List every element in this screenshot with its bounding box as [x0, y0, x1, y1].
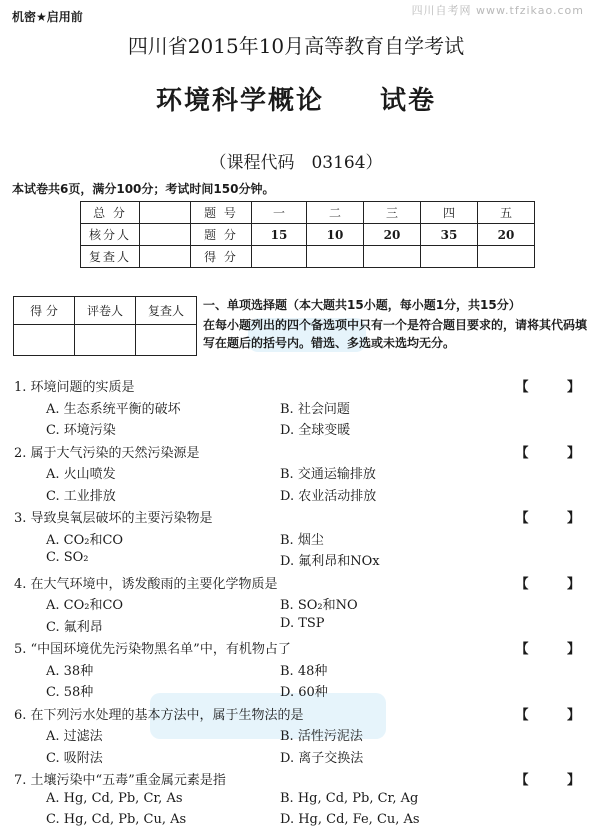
cell: 题 号: [191, 202, 252, 224]
course-code: （课程代码 03164）: [209, 153, 383, 173]
answer-bracket[interactable]: 【 】: [515, 773, 580, 788]
option-c: C. 吸附法: [46, 750, 103, 766]
question-stem: 5. “中国环境优先污染物黑名单”中，有机物占了: [14, 642, 291, 657]
option-d: D. 离子交换法: [280, 750, 364, 766]
option-d: D. 氟利昂和NOx: [280, 554, 380, 569]
option-b: B. Hg, Cd, Pb, Cr, Ag: [280, 790, 419, 806]
grader-header: 评卷人: [75, 297, 136, 325]
score-table: [80, 201, 535, 268]
option-d: D. 农业活动排放: [280, 488, 377, 504]
cell[interactable]: [252, 246, 307, 268]
option-a: A. 生态系统平衡的破坏: [46, 401, 181, 417]
cell: 四: [421, 202, 478, 224]
grader-cell[interactable]: [75, 325, 136, 356]
cell: [140, 202, 191, 224]
option-d: D. 60种: [280, 685, 328, 700]
score-row-header: [81, 202, 535, 224]
option-b: B. 交通运输排放: [280, 467, 376, 482]
cell: 10: [307, 224, 364, 246]
cell[interactable]: [421, 246, 478, 268]
option-c: C. SO₂: [46, 550, 89, 565]
cell[interactable]: [364, 246, 421, 268]
secret-label: 机密★启用前: [12, 10, 83, 24]
cell: 20: [364, 224, 421, 246]
option-b: B. SO₂和NO: [280, 598, 358, 613]
grader-cell[interactable]: [136, 325, 197, 356]
option-c: C. 58种: [46, 685, 94, 700]
option-d: D. TSP: [280, 615, 325, 631]
option-a: A. 过滤法: [46, 729, 103, 744]
section-description: 在每小题列出的四个备选项中只有一个是符合题目要求的，请将其代码填写在题后的括号内。错选、多选或未选均无分。: [203, 318, 588, 350]
cell[interactable]: [307, 246, 364, 268]
question-stem: 6. 在下列污水处理的基本方法中，属于生物法的是: [14, 707, 304, 723]
question-stem: 2. 属于大气污染的天然污染源是: [14, 445, 200, 461]
cell: 15: [252, 224, 307, 246]
cell: 一: [252, 202, 307, 224]
cell[interactable]: [478, 246, 535, 268]
grader-header: 复查人: [136, 297, 197, 325]
option-d: D. Hg, Cd, Fe, Cu, As: [280, 812, 420, 827]
grader-table: [13, 296, 197, 356]
option-a: A. Hg, Cd, Pb, Cr, As: [46, 790, 183, 806]
cell: 复查人: [81, 246, 140, 268]
cell: 五: [478, 202, 535, 224]
score-row-scores: [81, 246, 535, 268]
cell: [140, 224, 191, 246]
cell: 题 分: [191, 224, 252, 246]
score-row-points: [81, 224, 535, 246]
answer-bracket[interactable]: 【 】: [515, 707, 580, 723]
subject-title: [0, 80, 592, 117]
cell: 35: [421, 224, 478, 246]
option-c: C. 工业排放: [46, 488, 116, 504]
question-stem: 1. 环境问题的实质是: [14, 380, 135, 395]
answer-bracket[interactable]: 【 】: [515, 576, 580, 592]
cell: 20: [478, 224, 535, 246]
answer-bracket[interactable]: 【 】: [515, 380, 580, 395]
option-c: C. 氟利昂: [46, 619, 103, 635]
cell: 二: [307, 202, 364, 224]
subject-name: 环境科学概论: [155, 86, 324, 116]
question-stem: 3. 导致臭氧层破坏的主要污染物是: [14, 511, 213, 526]
grader-cell[interactable]: [14, 325, 75, 356]
cell: 三: [364, 202, 421, 224]
option-c: C. Hg, Cd, Pb, Cu, As: [46, 812, 187, 827]
option-d: D. 全球变暖: [280, 423, 351, 438]
option-a: A. CO₂和CO: [46, 598, 124, 613]
option-a: A. 38种: [46, 663, 94, 679]
option-b: B. 48种: [280, 663, 328, 679]
exam-info: 本试卷共6页，满分100分；考试时间150分钟。: [12, 182, 275, 196]
exam-title: 四川省2015年10月高等教育自学考试: [127, 34, 465, 58]
question-stem: 7. 土壤污染中“五毒”重金属元素是指: [14, 773, 226, 788]
option-a: A. CO₂和CO: [46, 532, 124, 548]
option-b: B. 活性污泥法: [280, 729, 363, 744]
cell: 得 分: [191, 246, 252, 268]
option-b: B. 社会问题: [280, 401, 350, 417]
cell[interactable]: [140, 246, 191, 268]
answer-bracket[interactable]: 【 】: [515, 445, 580, 461]
answer-bracket[interactable]: 【 】: [515, 511, 580, 526]
question-stem: 4. 在大气环境中，诱发酸雨的主要化学物质是: [14, 576, 278, 592]
option-a: A. 火山喷发: [46, 467, 116, 482]
option-c: C. 环境污染: [46, 423, 116, 438]
cell: 总 分: [81, 202, 140, 224]
cell: 核分人: [81, 224, 140, 246]
option-b: B. 烟尘: [280, 532, 324, 548]
grader-header: 得 分: [14, 297, 75, 325]
watermark-site: 四川自考网 www.tfzikao.com: [411, 4, 584, 17]
section-heading: 一、单项选择题（本大题共15小题，每小题1分，共15分）: [203, 298, 521, 312]
answer-bracket[interactable]: 【 】: [515, 642, 580, 657]
paper-word: 试卷: [380, 86, 437, 116]
